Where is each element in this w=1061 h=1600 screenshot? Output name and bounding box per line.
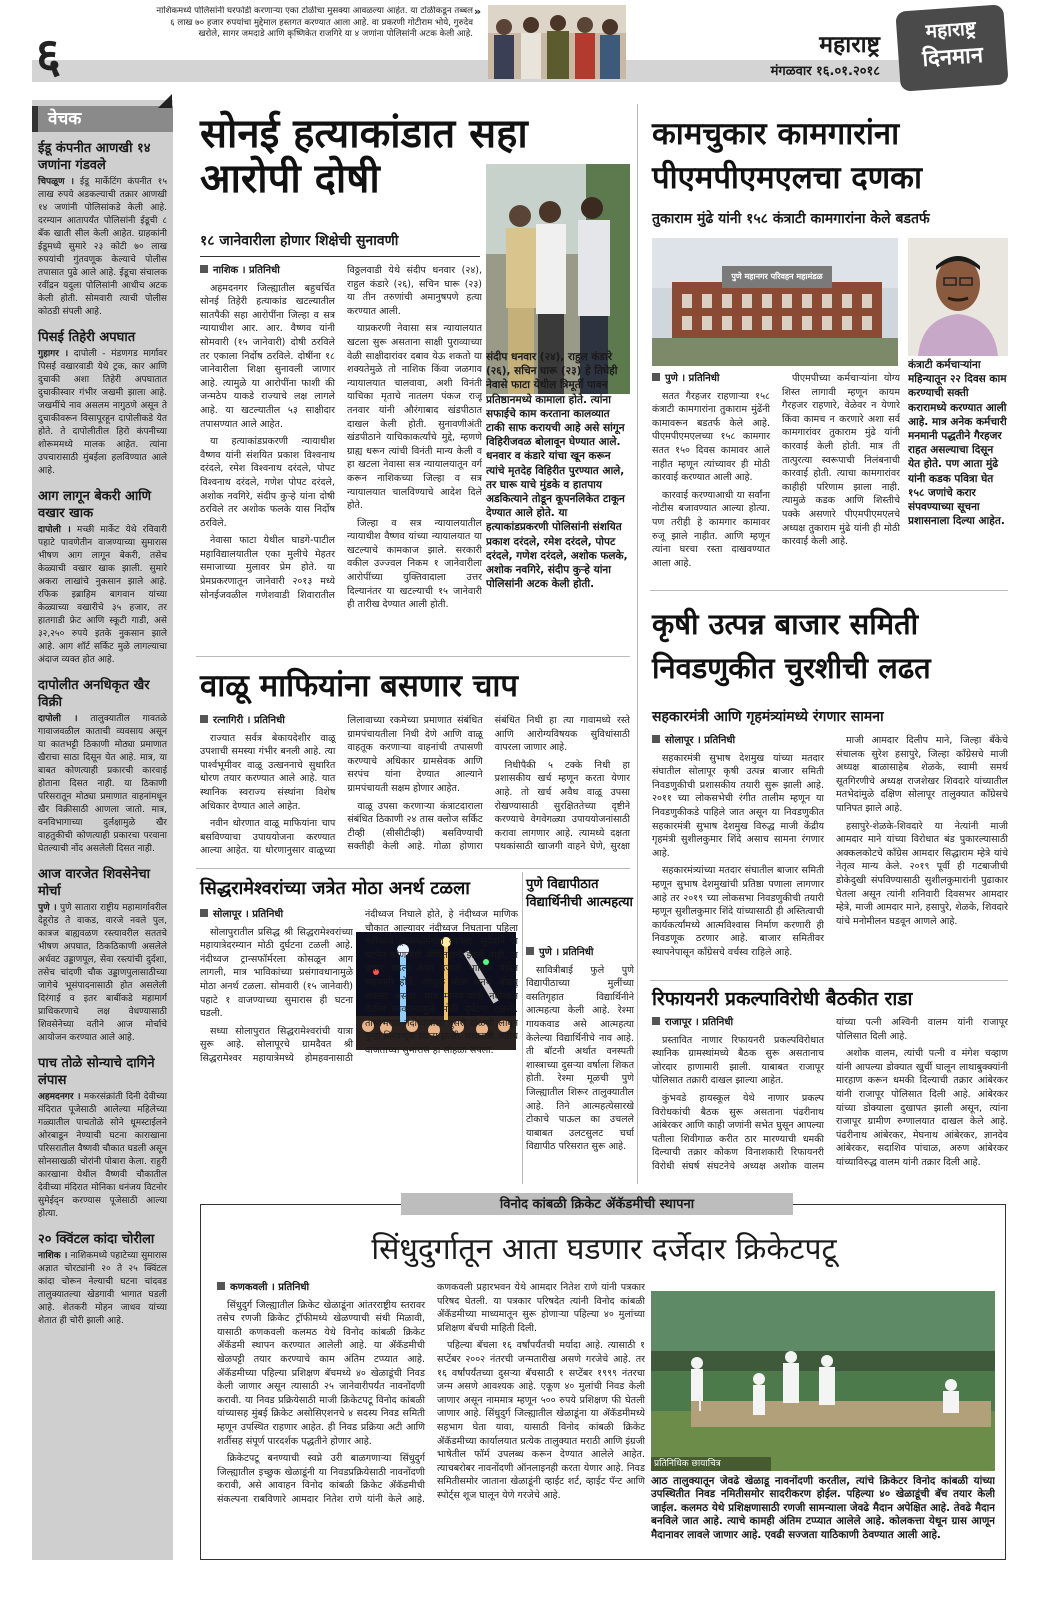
- siddharameshwar-headline: सिद्धरामेश्वरांच्या जत्रेत मोठा अनर्थ टळला: [200, 878, 470, 899]
- valu-top-rule: [196, 656, 630, 657]
- sidebar-corner-icon: [158, 94, 172, 108]
- cricket-photo-caption-label: प्रतिनिधिक छायाचित्र: [651, 1457, 771, 1471]
- cricket-dateline: कणकवली । प्रतिनिधी: [217, 1281, 425, 1295]
- sonai-paragraphs: [200, 264, 482, 612]
- article-paragraph: निधीपैकी ५ टक्के निधी हा प्रशासकीय खर्च म्हणून करता येणार आहे. तो खर्च अवैध वाळू उपसा रोखण्यासाठी सुरक्षिततेच्या दृष्टीने करण्याचे वेगवेगळ्या उपाययोजनांसाठी करावा लागणार आहे. त्यामध्ये दक्षता पथकांसाठी खाजगी वाहने घेणे, सुरक्षा: [494, 759, 630, 853]
- sidebar-item-body: [38, 524, 167, 667]
- pune-uni-headline: पुणे विद्यापीठात विद्यार्थिनीची आत्महत्या: [526, 877, 633, 910]
- sidebar-item-title: आज वारजेत शिवसेनेचा मोर्चा: [38, 867, 151, 899]
- sidebar-title: वेचक: [48, 109, 82, 129]
- sonai-dateline: नाशिक । प्रतिनिधी: [200, 264, 335, 278]
- pmpml-headline: कामचुकार कामगारांना पीएमपीएमएलचा दणका: [652, 116, 923, 196]
- refinery-dateline: राजापूर । प्रतिनिधी: [652, 1016, 824, 1030]
- article-paragraph: सहकारमंत्र्यांच्या मतदार संघातील बाजार समिती म्हणून सुभाष देशमुखांची प्रतिष्ठा पणाला लागणार आहे तर २०१९ च्या लोकसभा निवडणुकीची तयारी म्हणून सुशीलकुमार शिंदे यांच्यासाठी ही अस्तित्वाची कार्यकर्त्यांमध्ये आत्मविश्वास निर्माण करणारी ही निवडणूक ठरणार आहे. बाजार समितीवर स्थापनेपासून काँग्रेसचे वर्चस्व राहिले आहे.: [652, 865, 824, 958]
- sidebar-items: [38, 140, 167, 1328]
- sidebar-item-place: अहमदनगर ।: [38, 1092, 81, 1102]
- cricket-kicker: विनोद कांबळी क्रिकेट ॲकॅडमीची स्थापना: [401, 1193, 793, 1215]
- article-paragraph: याप्रकरणी नेवासा सत्र न्यायालयात खटला सुरू असताना साक्षी पुराव्याच्या वेळी साक्षीदारांवर दबाव येऊ शकतो या शक्यतेमुळे तो नाशिक किंवा जळगाव न्यायालयात चालवावा, अशी विनंती याचिका मृताचे नातलग पंकज राजू तनवार यांनी औरंगाबाद खंडपीठात दाखल केली होती. सुनावणीअंती खंडपीठाने याचिकाकर्त्यांचे मुद्दे, म्हणणे ग्राह्य धरून त्यांची विनंती मान्य केली व हा खटला नेवासा सत्र न्यायालयातून वर्ग करून नाशिकच्या जिल्हा व सत्र न्यायालयात चालविण्याचे आदेश दिले होते.: [347, 323, 482, 512]
- article-paragraph: पहिल्या बॅचला १६ वर्षांपर्यंतची मर्यादा आहे. त्यासाठी १ सप्टेंबर २००२ नंतरची जन्मतारीख असणे गरजेचे आहे. तर १६ वर्षांपर्यंतच्या दुसऱ्या बॅचसाठी १ सप्टेंबर १९९९ नंतरचा जन्म असणे आवश्यक आहे. एकूण ४० मुलांची निवड केली जाणार असून नाममात्र म्हणून ५०० रुपये प्रशिक्षण फी घेतली जाणार आहे. सिंधुदुर्ग जिल्ह्यातील खेळाडूंना या ॲकॅडमीमध्ये सहभाग घेता यावा, यासाठी विनोद कांबळी क्रिकेट ॲकॅडमीच्या कार्यालयात प्रत्येक तालुक्यात मराठी आणि इंग्रजी भाषेतील फॉर्म उपलब्ध करून देण्यात आलेले आहेत. त्याचबरोबर नावनोंदणी ऑनलाइनही करता येणार आहे. निवड समितीसमोर जाताना खेळाडूंनी व्हाईट शर्ट, व्हाईट पॅन्ट आणि स्पोर्ट्स शूज घालून येणे गरजेचे आहे.: [437, 1340, 645, 1501]
- article-paragraph: राज्यात सर्वत्र बेकायदेशीर वाळू उपशाची समस्या गंभीर बनली आहे. त्या पार्श्वभूमीवर वाळू उत्खननाचे सुधारित धोरण तयार करण्यात आले आहे. यात स्थानिक स्वराज्य संस्थांना विशेष अधिकार देण्यात आले आहेत.: [200, 732, 336, 812]
- krushi-headline: कृषी उत्पन्न बाजार समिती निवडणुकीत चुरशीची लढत: [652, 607, 931, 685]
- section-name: महाराष्ट्र: [819, 32, 880, 58]
- sidebar-item-place: गुहागर ।: [38, 349, 69, 359]
- article-paragraph: कारवाई करण्याआधी या सर्वांना नोटीस बजावण्यात आल्या होत्या. पण तरीही हे कामगार कामावर रुजू झाले नाहीत. आणि म्हणून त्यांना घरचा रस्ता दाखवण्यात आला आहे.: [652, 489, 770, 569]
- pmpml-article: [650, 104, 1008, 584]
- siddharameshwar-paragraphs: [200, 908, 518, 1066]
- cricket-headline: सिंधुदुर्गातून आता घडणार दर्जेदार क्रिकेटपटू: [371, 1232, 837, 1267]
- valu-headline: वाळू माफियांना बसणार चाप: [200, 668, 519, 704]
- sonai-body: [200, 264, 482, 649]
- sidebar-item-text: मकरसंक्रांती दिनी देवीच्या मंदिरात पूजेसाठी आलेल्या महिलेच्या गळ्यातील पाचतोळे सोने धूमस्टाईलने ओरबाडून नेण्याची घटना काराखाना परिसरातील वैष्णवी चौकात घडली असून सोनसाखळी चोरांनी पोबारा केला. राहुरी कारखाना येथील वैष्णवी चौकातील देवीच्या मंदिरात मोनिका धनंजय विटनोर सुमेईद्न करण्यास पूजेसाठी आल्या होत्या.: [38, 1092, 167, 1219]
- krushi-subhead: सहकारमंत्री आणि गृहमंत्र्यांमध्ये रंगणार सामना: [652, 709, 884, 725]
- article-paragraph: सावित्रीबाई फुले पुणे विद्यापीठाच्या मुलींच्या वसतिगृहात विद्यार्थिनीने आत्महत्या केली आहे. रेश्मा गायकवाड असे आत्महत्या केलेल्या विद्यार्थिनीचे नाव आहे. ती बॉटनी अर्थात वनस्पती शास्त्राच्या दुसऱ्या वर्षाला शिकत होती. रेश्मा मूळची पुणे जिल्ह्यातील शिरूर तालुक्यातील आहे. तिने आत्महत्येसारखे टोकाचे पाऊल का उचलले याबाबत उलटसुलट चर्चा विद्यापीठ परिसरात सुरू आहे.: [526, 964, 634, 1153]
- article-paragraph: अशोक वालम, त्यांची पत्नी व मंगेश चव्हाण यांनी आपल्या डोक्यात खुर्ची घालून लाथाबुक्क्यांनी मारहाण करून धमकी दिल्याची तक्रार आंबेरकर यांनी राजापूर पोलिसात दिली आहे. आंबेरकर यांच्या डोक्याला दुखापत झाली असून, त्यांना राजापूर ग्रामीण रुग्णालयात दाखल केले आहे. पंढरीनाथ आंबेरकर, मेघनाथ आंबेरकर, ज्ञानदेव आंबेरकर, सदाशिव पांचाळ, अरुण आंबेरकर यांच्याविरुद्ध वालम यांनी तक्रार दिली आहे.: [836, 1048, 1008, 1168]
- article-paragraph: माजी आमदार दिलीप माने, जिल्हा बँकेचे संचालक सुरेश हसापुरे, जिल्हा काँग्रेसचे माजी अध्यक्ष बाळासाहेब शेळके, स्वामी समर्थ सूतगिरणीचे अध्यक्ष राजशेखर शिवदारे यांच्यातील मतभेदांमुळे दक्षिण सोलापूर तालुक्यात काँग्रेसचे पानिपत झाले आहे.: [836, 735, 1008, 814]
- valu-dateline: रत्नागिरी । प्रतिनिधी: [200, 714, 335, 728]
- logo-line1: महाराष्ट्र: [924, 17, 977, 43]
- teaser-photo: [488, 5, 626, 79]
- sidebar-item-text: ईडू मार्केटिंग कंपनीत १५ लाख रुपये अडकल्याची तक्रार आणखी १४ जणांनी पोलिसांकडे केली आहे. दरम्यान आतापर्यंत पोलिसांनी ईडूची ८ बँक खाती सील केली आहेत. ग्राहकांनी ईडूमध्ये सुमारे २३ कोटी ७० लाख रुपयांची गुंतवणूक केल्याचे पोलीस तपासात पुढे आले आहे. ईडूचा संचालक रवींद्रन यदुला पोलिसांनी आधीच अटक केली होती. सोमवारी त्याची पोलीस कोठडी संपली आहे.: [38, 177, 167, 317]
- refinery-article: [650, 984, 1008, 1184]
- page-number: ६: [36, 28, 61, 84]
- pune-uni-article: [526, 874, 634, 1184]
- pune-uni-dateline: पुणे । प्रतिनिधी: [526, 946, 634, 960]
- cricket-article: [200, 1197, 1006, 1560]
- sidebar-item-text: पुणे सातारा राष्ट्रीय महामार्गावरील देहूरोड ते वाकड, वारजे नवले पुल, कात्रज बाह्यवळण रस्त्यावरील सततचे भीषण अपघात, ठिकठिकाणी असलेले अर्धवट उड्डाणपूल, सेवा रस्त्यांची दुर्दशा, तसेच चांदणी चौक उड्डाणपुलासाठीच्या जागेचे भूसंपादनासाठी होत असलेली दिरंगाई व इतर बाबींकडे महामार्ग प्राधिकरणाचे लक्ष वेधण्यासाठी शिवसेनेच्या वतीने आज मोर्चाचे आयोजन करण्यात आले आहे.: [38, 903, 167, 1043]
- sidebar-item-title: ईडू कंपनीत आणखी १४ जणांना गंडवले: [38, 141, 151, 173]
- sidebar-item-body: [38, 902, 167, 1045]
- logo: [895, 4, 1008, 91]
- article-paragraph: पीएमपीच्या कर्मचाऱ्यांना योग्य शिस्त लागावी म्हणून कायम गैरहजर राहणारे, वेळेवर न येणारे किंवा कामच न करणारे अशा सर्व कामगारांवर तुकाराम मुंढे यांनी कारवाई केली होती. मात्र ती तात्पुरत्या स्वरूपाची निलंबनाची कारवाई होती. त्याचा कामगारांवर काहीही परिणाम झाला नाही. त्यामुळे कडक आणि शिस्तीचे पक्के असणारे पीएमपीएमएलचे अध्यक्ष तुकाराम मुंढे यांनी ही मोठी कारवाई केली आहे.: [782, 373, 900, 548]
- sidebar-item-title: पाच तोळे सोन्याचे दागिने लंपास: [38, 1056, 155, 1088]
- article-paragraph: सिंधुदुर्ग जिल्ह्यातील क्रिकेट खेळाडूंना आंतरराष्ट्रीय स्तरावर तसेच रणजी क्रिकेट ट्रॉफीमध्ये खेळण्याची संधी मिळावी, यासाठी कणकवली कलमठ येथे विनोद कांबळी क्रिकेट ॲकॅडमी स्थापन करण्यात आलेली आहे. या ॲकॅडमीची खेळपट्टी तयार करण्याचे काम अंतिम टप्प्यात आहे. ॲकॅडमीच्या पहिल्या प्रशिक्षण बॅचमध्ये ४० खेळाडूंची निवड केली जाणार असून त्यासाठी २५ जानेवारीपर्यंत नावनोंदणी करावी. या निवड प्रक्रियेसाठी माजी क्रिकेटपटू विनोद कांबळी यांच्यासह मुंबई क्रिकेट असोसिएशनचे ४ सदस्य निवड समिती म्हणून उपस्थित राहणार आहेत. ही निवड प्रक्रिया अटी आणि शर्तीसह संपूर्ण पारदर्शक पद्धतीने होणार आहे.: [217, 1299, 425, 1447]
- article-paragraph: सध्या सोलापुरात सिद्धरामेश्वरांची यात्रा सुरू आहे. सोलापूरचे ग्रामदैवत श्री सिद्धरामेश्वर महायात्रेमध्ये होमहवनासाठी नंदीध्वज निघाले होते, हे नंदीध्वज माणिक चौकात आल्यावर नंदीध्वज निघताना पहिला नंदीध्वज ट्रान्सफॉर्मरला लागला. सुदैवाने या घटनेत कोणतीही जीवितहानी झाली नाही. हा प्रकार घडला तेव्हा हजारो भाविक यात्रेत सहभागी होते, त्यामुळे मोठा अनर्थ ओढवू शकला असता. मात्र मानकऱ्यांनी नंदीध्वज वेळीच सावरल्यामुळे मोठी दुर्घटना टळली. तासाभरात नंदीध्वजाला दुसरी खेळणी लावून पुन्हा मिरवणूक रवाना झाली. मध्यरात्री अडीच वाजताच्या सुमारास हा सोहळा संपला.: [200, 909, 518, 1064]
- pmpml-body: [652, 372, 900, 582]
- logo-line2: दिनमान: [921, 42, 984, 73]
- article-paragraph: कुंभवडे हायस्कूल येथे नाणार प्रकल्प विरोधकांची बैठक सुरू असताना पंढरीनाथ आंबेरकर आणि काही जणांनी सभेत घुसून आपल्या पतीला शिवीगाळ करीत ठार मारण्याची धमकी दिल्याची तक्रार कोकण विनाशकारी रिफायनरी विरोधी संघर्ष संघटनेचे अध्यक्ष अशोक वालम यांच्या पत्नी अश्विनी वालम यांनी राजापूर पोलिसात दिली आहे.: [652, 1017, 1008, 1172]
- sidebar: [32, 100, 173, 1560]
- article-paragraph: जिल्हा व सत्र न्यायालयातील न्यायाधीश वैष्णव यांच्या न्यायालयात या खटल्याचे कामकाज झाले. सरकारी वकील उज्ज्वल निकम १ जानेवारीला आरोपींच्या युक्तिवादाला उत्तर दिल्यानंतर या खटल्याची १५ जानेवारी ही तारीख देण्यात आली होती.: [347, 517, 482, 611]
- pune-uni-paragraphs: [526, 964, 634, 1154]
- masthead: [0, 0, 1061, 95]
- pmpml-bottom-rule: [650, 590, 1008, 591]
- siddharameshwar-dateline: सोलापूर । प्रतिनिधी: [200, 908, 353, 922]
- sonai-subhead: १८ जानेवारीला होणार शिक्षेची सुनावणी: [200, 233, 399, 249]
- sidebar-item-text: तालुक्यातील गावतळे गावाजवळील काताची व्यवसाय असून या कातभट्टी ठिकाणी मोठ्या प्रमाणात खैराचा साठा दिसून येत आहे. मात्र, या बाबत कोणत्याही प्रकारची कारवाई होताना दिसत नाही. या ठिकाणी परिसरातून मोठ्या प्रमाणात वाहनांमधून खैर विक्रीसाठी आणला जातो. मात्र, वनविभागाच्या दुर्लक्षामुळे खैर वाहतुकीची कोणत्याही प्रकारचा परवाना घेतल्याची नोंद असलेली दिसत नाही.: [38, 714, 167, 854]
- refinery-paragraphs: [652, 1016, 1008, 1174]
- sidebar-item-text: मच्छी मार्केट येथे रविवारी पहाटे पावणेतीन वाजण्याच्या सुमारास भीषण आग लागून बेकरी, तसेच केळ्याची वखार खाक झाली. सुमारे अकरा लाखांचे नुकसान झाले आहे. रफिक इब्राहिम बागवान यांच्या केळ्याच्या वखारीचे ३५ हजार, तर हातगाडी फ्रेट आणि स्कूटी गाडी, असे ३२,२५० रुपये इतके नुकसान झाले आहे. आग शॉर्ट सर्किट मुळे लागल्याचा अंदाज व्यक्त होत आहे.: [38, 525, 167, 665]
- cricket-paragraphs: [217, 1281, 645, 1507]
- krushi-dateline: सोलापूर । प्रतिनिधी: [652, 734, 824, 748]
- cricket-photo-caption: आठ तालुक्यातून जेवढे खेळाडू नावनोंदणी करतील, त्यांचे क्रिकेटर विनोद कांबळी यांच्या उपस्थितीत निवड नमितीसमोर सादरीकरण होईल. पहिल्या ४० खेळाडूंची बॅच तयार केली जाईल. कलमठ येथे प्रशिक्षणासाठी रणजी सामन्याला जेवढे मैदान अपेक्षित आहे. तेवढे मैदान बनविले जात आहे. त्याचे कामही अंतिम टप्प्यात आलेले आहे. कोलकत्ता येथून ग्रास आणून मैदानावर लावले जाणार आहे. एवढी सज्जता याठिकाणी ठेवण्यात आली आहे.: [651, 1475, 995, 1541]
- teaser-text: नाशिकमध्ये पोलिसांनी घरफोडी करणाऱ्या एका टोळीचा मुसक्या आवळल्या आहेत. या टोळीकडून तब्बल ६ लाख ७० हजार रुपयांचा मुद्देमाल हस्तगत करण्यात आला आहे. वा प्रकरणी गोटीराम भोये, गुरुदेव खरोले, सागर जमदाडे आणि कृष्णिकेत राजगिरे या ४ जणांना पोलिसांनी अटक केली आहे.: [156, 6, 473, 39]
- pmpml-subhead: तुकाराम मुंढे यांनी १५८ कंत्राटी कामगारांना केले बडतर्फ: [652, 211, 930, 227]
- sidebar-item-text: नाशिकमध्ये पहाटेच्या सुमारास अज्ञात चोरट्यांनी २० ते २५ क्विंटल कांदा चोरून नेल्याची घटना चांदवड तालुक्यातल्या खेडगावी भागात घडली आहे. शेतकरी मोहन जाधव यांच्या शेतात ही चोरी झाली आहे.: [38, 1251, 167, 1326]
- sidebar-item-text: दापोली - मंडणगड मार्गावर पिसई वखारवाडी येथे ट्रक, कार आणि दुचाकी अशा तिहेरी अपघातात दुचाकीस्वार गंभीर जखमी झाला आहे. जखमींचे नाव असलम नागुठणे असून ते दुचाकीवरून विसापूरहून दापोलीकडे येत होते. ते दापोलीतील हिरो कंपनीच्या शोरूममध्ये मालक आहेत. त्यांना उपचारासाठी मुंबईला हलविण्यात आले आहे.: [38, 349, 167, 476]
- sidebar-item-place: पुणे ।: [38, 903, 57, 913]
- sidebar-item-title: आग लागून बेकरी आणि वखार खाक: [38, 489, 152, 521]
- pmpml-building-photo: [652, 238, 898, 366]
- cricket-photo: [651, 1291, 995, 1471]
- sonai-article: [196, 104, 630, 654]
- article-paragraph: सोलापुरातील प्रसिद्ध श्री सिद्धरामेश्वरांच्या महायात्रेदरम्यान मोठी दुर्घटना टळली आहे. नंदीध्वज ट्रान्सफॉर्मरला कोसळून आग लागली, मात्र भाविकांच्या प्रसंगावधानामुळे मोठा अनर्थ टळला. सोमवारी (१५ जानेवारी) पहाटे १ वाजण्याच्या सुमारास ही घटना घडली.: [200, 926, 353, 1020]
- teaser-arrow-icon: »: [474, 5, 482, 18]
- pmpml-paragraphs: [652, 372, 900, 570]
- pmpml-building-sign: पुणे महानगर परिवहन महामंडळ: [731, 272, 823, 281]
- valu-bottom-rule: [196, 868, 630, 869]
- sidebar-item-place: नाशिक ।: [38, 1251, 68, 1261]
- article-paragraph: नवीन धोरणात वाळू माफियांना चाप बसविण्याचा उपाययोजना करण्यात आल्या आहेत. या धोरणानुसार वाळूच्या लिलावाच्या रकमेच्या प्रमाणात संबंधित ग्रामपंचायतीला निधी देणे आणि वाळू वाहतूक करणाऱ्या वाहनांची तपासणी करण्याचे अधिकार ग्रामसेवक आणि सरपंच यांना देण्यात आल्याने ग्रामपंचायती सक्षम होणार आहेत.: [200, 715, 483, 857]
- article-paragraph: या हत्याकांडप्रकरणी न्यायाधीश वैष्णव यांनी संशयित प्रकाश विश्वनाथ दरंदले, रमेश विश्वनाथ दरंदले, पोपट विश्वनाथ दरंदले, गणेश पोपट दरंदले, अशोक नवगिरे, संदीप कुऱ्हे यांना दोषी ठरविले तर अशोक फलके यास निर्दोष ठरविले.: [200, 436, 335, 529]
- article-paragraph: हसापुरे-शेळके-शिवदारे या नेत्यांनी माजी आमदार माने यांच्या विरोधात बंड पुकारल्यासाठी अक्कलकोटचे काँग्रेस आमदार सिद्धाराम म्हेत्रे यांचे नेतृत्व मान्य केले. २०१९ पूर्वी ही गटबाजीची डोकेदुखी संपविण्यासाठी सुशीलकुमारांनी पुढाकार घेतला असून त्यांनी शनिवारी दिवसभर आमदार म्हेत्रे, माजी आमदार माने, हसापुरे, शेळके, शिवदारे यांचे मनोमीलन घडवून आणले आहे.: [836, 820, 1008, 927]
- sidebar-item-body: [38, 176, 167, 319]
- column-divider-lower: [522, 872, 523, 1184]
- article-paragraph: सतत गैरहजर राहणाऱ्या १५८ कंत्राटी कामगारांना तुकाराम मुंढेंनी कामावरून बडतर्फ केले आहे. पीएमपीएमएलच्या १५८ कामगार सतत १५० दिवस कामावर आले नाहीत म्हणून त्यांच्यावर ही मोठी कारवाई करण्यात आली आहे.: [652, 390, 770, 484]
- article-paragraph: वाळू उपसा करणाऱ्या कंत्राटदाराला संबंधित ठिकाणी २४ तास क्लोज सर्किट टीव्ही (सीसीटीव्ही) बसविण्याची सक्तीही केली आहे. गोळा होणारा संबंधित निधी हा त्या गावामध्ये रस्ते आणि आरोग्यविषयक सुविधांसाठी वापरला जाणार आहे.: [347, 715, 630, 853]
- siddharameshwar-article: [196, 872, 520, 1184]
- sidebar-title-bar: [32, 106, 173, 132]
- article-paragraph: नेवासा फाटा येथील घाडगे-पाटील महाविद्यालयातील एका मुलीचे मेहतर समाजाच्या मुलावर प्रेम होते. या प्रेमप्रकरणातून जानेवारी २०१३ मध्ये सोनईजवळील गणेशवाडी शिवारातील विठ्ठलवाडी येथे संदीप धनवार (२४), राहुल कंडारे (२६), सचिन घारू (२३) या तीन तरुणांची अमानुषपणे हत्या करण्यात आली.: [200, 265, 482, 601]
- krushi-paragraphs: [652, 734, 1008, 960]
- refinery-headline: रिफायनरी प्रकल्पाविरोधी बैठकीत राडा: [652, 988, 913, 1010]
- column-divider-center: [637, 104, 638, 1184]
- valu-paragraphs: [200, 714, 630, 862]
- article-paragraph: क्रिकेटपटू बनण्याची स्वप्ने उरी बाळगणाऱ्या सिंधुदुर्ग जिल्ह्यातील इच्छुक खेळाडूंनी या निवडप्रक्रियेसाठी नावनोंदणी करावी, असे आवाहन विनोद कांबळी क्रिकेट ॲकॅडमीची संकल्पना राबविणारे आमदार नितेश राणे यांनी केले आहे. कणकवली प्रहारभवन येथे आमदार नितेश राणे यांनी पत्रकार परिषद घेतली. या पत्रकार परिषदेत त्यांनी विनोद कांबळी ॲकॅडमीच्या माध्यमातून सुरू होणाऱ्या पहिल्या ४० मुलांच्या प्रशिक्षण बॅचची माहिती दिली.: [217, 1282, 645, 1505]
- pmpml-dateline: पुणे । प्रतिनिधी: [652, 372, 770, 386]
- sidebar-item-body: [38, 1250, 167, 1328]
- sonai-photo-caption: संदीप धनवार (२४), राहुल कंडारे (२६), सचिन घारू (२३) हे तिघेही नेवासे फाटा येथील त्रिमूर्ती पावन प्रतिष्ठानमध्ये कामाला होते. त्यांना सफाईचे काम करताना कालव्यात टाकी साफ करायची आहे असे सांगून विहिरीजवळ बोलावून घेण्यात आले. धनवार व कंडारे यांचा खून करून त्यांचे मृतदेह विहिरीत पुरण्यात आले, तर घारू याचे मुंडके व हातपाय अडकित्याने तोडून कूपनलिकेत टाकून देण्यात आले होते. या हत्याकांडप्रकरणी पोलिसांनी संशयित प्रकाश दरंदले, रमेश दरंदले, पोपट दरंदले, गणेश दरंदले, अशोक फलके, अशोक नवगिरे, संदीप कुऱ्हे यांना पोलिसांनी अटक केली होती.: [486, 351, 628, 591]
- pmpml-portrait: [908, 238, 1008, 356]
- issue-date: मंगळवार १६.०१.२०१८: [770, 64, 880, 79]
- krushi-article: [650, 598, 1008, 978]
- valu-body: [200, 714, 630, 862]
- article-paragraph: प्रस्तावित नाणार रिफायनरी प्रकल्पविरोधात स्थानिक ग्रामस्थांमध्ये बैठक सुरू असतानाच जोरदार हाणामारी झाली. याबाबत राजापूर पोलिसात तक्रारी दाखल झाल्या आहेत.: [652, 1034, 824, 1087]
- sidebar-item-title: २० क्विंटल कांदा चोरीला: [38, 1232, 155, 1247]
- sidebar-item-place: दापोली ।: [38, 525, 71, 535]
- pmpml-portrait-caption: कंत्राटी कर्मचाऱ्यांना महिन्यातून २२ दिवस काम करण्याची सक्ती करारामध्ये करण्यात आली आहे. मात्र अनेक कर्मचारी मनमानी पद्धतीने गैरहजर राहत असल्याचा दिसून येत होते. पण आता मुंढे यांनी कडक पवित्रा घेत १५८ जणांचे करार संपवण्याच्या सूचना प्रशासनाला दिल्या आहेत.: [908, 359, 1007, 528]
- siddharameshwar-body: [200, 908, 518, 1180]
- cricket-body: [217, 1281, 645, 1555]
- article-paragraph: सहकारमंत्री सुभाष देशमुख यांच्या मतदार संघातील सोलापूर कृषी उत्पन्न बाजार समिती निवडणुकीची प्रशासकीय तयारी सुरू झाली आहे. २०११ च्या लोकसभेची रंगीत तालीम म्हणून या निवडणुकीकडे पाहिले जात असून या निवडणुकीत सहकारमंत्री सुभाष देशमुख विरुद्ध माजी केंद्रीय गृहमंत्री सुशीलकुमार शिंदे असाच सामना रंगणार आहे.: [652, 752, 824, 859]
- refinery-body: [652, 1016, 1008, 1180]
- sidebar-item-place: चिपळूण ।: [38, 177, 75, 187]
- sidebar-item-body: [38, 348, 167, 478]
- sonai-headline: सोनई हत्याकांडात सहा आरोपी दोषी: [200, 111, 528, 202]
- valu-article: [196, 660, 630, 865]
- sidebar-item-title: दापोलीत अनधिकृत खैर विक्री: [38, 678, 150, 710]
- sidebar-item-place: दापोली ।: [38, 714, 78, 724]
- sidebar-item-body: [38, 713, 167, 856]
- sidebar-item-title: पिसई तिहेरी अपघात: [38, 330, 136, 345]
- pune-uni-body: [526, 946, 634, 1180]
- krushi-bottom-rule: [650, 980, 1008, 981]
- article-paragraph: अहमदनगर जिल्ह्यातील बहुचर्चित सोनई तिहेरी हत्याकांड खटल्यातील सातपैकी सहा आरोपींना जिल्हा व सत्र न्यायाधीश आर. आर. वैष्णव यांनी सोमवारी (१५ जानेवारी) दोषी ठरविले तर एकाला निर्दोष ठरविले. दोषींना १८ जानेवारीला शिक्षा सुनावली जाणार आहे. त्यामुळे या आरोपींना फाशी की जन्मठेप याकडे राज्याचे लक्ष लागले आहे. या खटल्यातील ५३ साक्षीदार तपासण्यात आले आहेत.: [200, 282, 335, 430]
- sonai-subhead-rule: [200, 256, 480, 257]
- sidebar-item-body: [38, 1091, 167, 1221]
- krushi-body: [652, 734, 1008, 974]
